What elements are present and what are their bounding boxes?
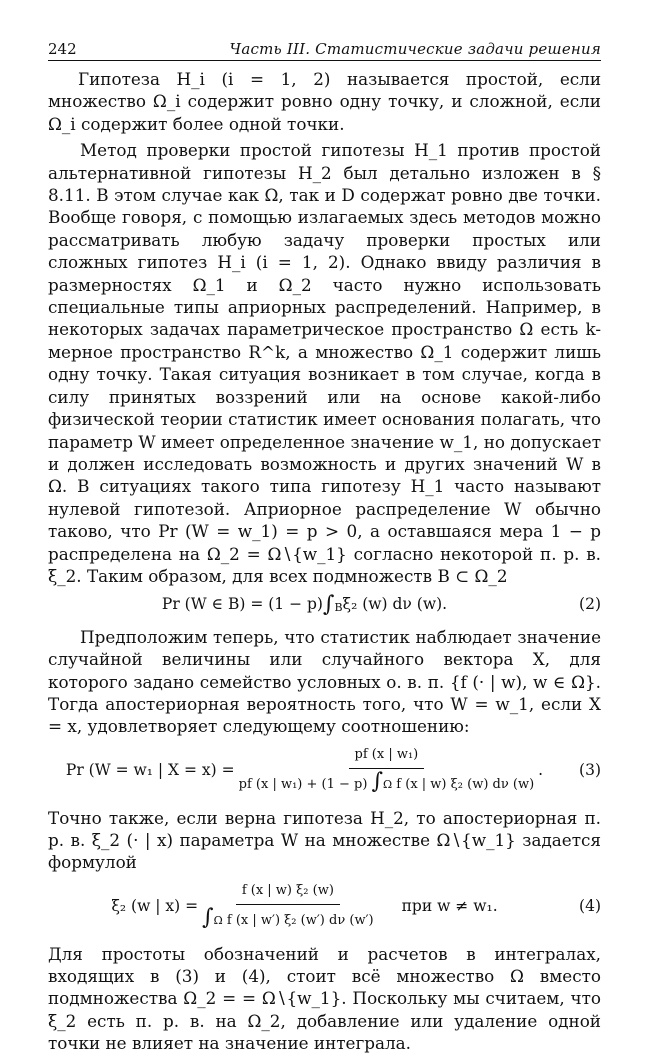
eq3-denominator: pf (x | w₁) + (1 − p) ∫Ω f (x | w) ξ₂ (w) dν (w) [238, 769, 535, 795]
eq3-numerator: pf (x | w₁) [349, 744, 425, 769]
equation-4 [48, 880, 601, 933]
eq4-fraction [202, 880, 373, 933]
paragraph-hypothesis-definition: Гипотеза H_i (i = 1, 2) называется простой, если множество Ω_i содержит ровно одну точку, и сложной, если Ω_i содержит более одной точки. [48, 69, 601, 134]
page-body [48, 68, 601, 1059]
paragraph-h2-case: Точно также, если верна гипотеза H_2, то апостериорная п. р. в. ξ_2 (· | x) параметра W на множестве Ω∖{w_1} задается формулой [48, 807, 601, 873]
page-header [48, 40, 601, 61]
integral-sign: ∫Ω [202, 905, 223, 931]
eq4-lhs: ξ₂ (w | x) = [111, 897, 199, 916]
eq3-lhs: Pr (W = w₁ | X = x) = [65, 760, 235, 779]
eq4-denominator: ∫Ω f (x | w′) ξ₂ (w′) dν (w′) [202, 905, 374, 931]
equation-number: (4) [579, 897, 601, 916]
paragraph-notation: Для простоты обозначений и расчетов в интегралах, входящих в (3) и (4), стоит всё множество Ω вместо подмножества Ω_2 = = Ω∖{w_1}. Поскольку мы считаем, что ξ_2 есть п. р. в. на Ω_2, добавление или удаление одной точки не влияет на значение интеграла. [48, 943, 601, 1054]
eq3-tail: . [538, 760, 544, 779]
paragraph-posterior: Предположим теперь, что статистик наблюдает значение случайной величины или случайного вектора X, для которого задано семейство условных о. в. п. {f (· | w), w ∈ Ω}. Тогда апостериорная вероятность того, что W = w_1, если X = x, удовлетворяет следующему соотношению: [48, 626, 601, 737]
equation-3 [48, 744, 601, 797]
running-title: Часть III. Статистические задачи решения [229, 40, 601, 58]
eq4-numerator: f (x | w) ξ₂ (w) [236, 880, 340, 905]
equation-2 [48, 593, 601, 615]
eq2-lhs: Pr (W ∈ B) = (1 − p) [161, 595, 323, 614]
eq2-rhs: ξ₂ (w) dν (w). [342, 595, 448, 614]
equation-number: (3) [579, 760, 601, 779]
integral-sign: ∫B [322, 591, 343, 617]
eq2-integral-domain: B [334, 600, 343, 614]
eq3-fraction [239, 744, 535, 797]
eq4-condition: при w ≠ w₁. [401, 897, 498, 916]
equation-number: (2) [579, 595, 601, 614]
page-number: 242 [48, 40, 77, 58]
integral-sign: ∫Ω [371, 769, 393, 795]
paragraph-method: Метод проверки простой гипотезы H_1 против простой альтернативной гипотезы H_2 был детально изложен в § 8.11. В этом случае как Ω, так и D содержат ровно две точки. Вообще говоря, с помощью излагаемых здесь методов можно рассматривать любую задачу проверки простых или сложных гипотез H_i (i = 1, 2). Однако ввиду различия в размерностях Ω_1 и Ω_2 часто нужно использовать специальные типы априорных распределений. Например, в некоторых задачах параметрическое пространство Ω есть k-мерное пространство R^k, а множество Ω_1 содержит лишь одну точку. Такая ситуация возникает в том случае, когда в силу принятых воззрений или на основе какой-либо физической теории статистик имеет основания полагать, что параметр W имеет определенное значение w_1, но допускает и должен исследовать возможность и других значений W в Ω. В ситуациях такого типа гипотезу H_1 часто называют нулевой гипотезой. Априорное распределение W обычно таково, что Pr (W = w_1) = p > 0, а оставшаяся мера 1 − p распределена на Ω_2 = Ω∖{w_1} согласно некоторой п. р. в. ξ_2. Таким образом, для всех подмножеств B ⊂ Ω_2 [48, 140, 601, 586]
